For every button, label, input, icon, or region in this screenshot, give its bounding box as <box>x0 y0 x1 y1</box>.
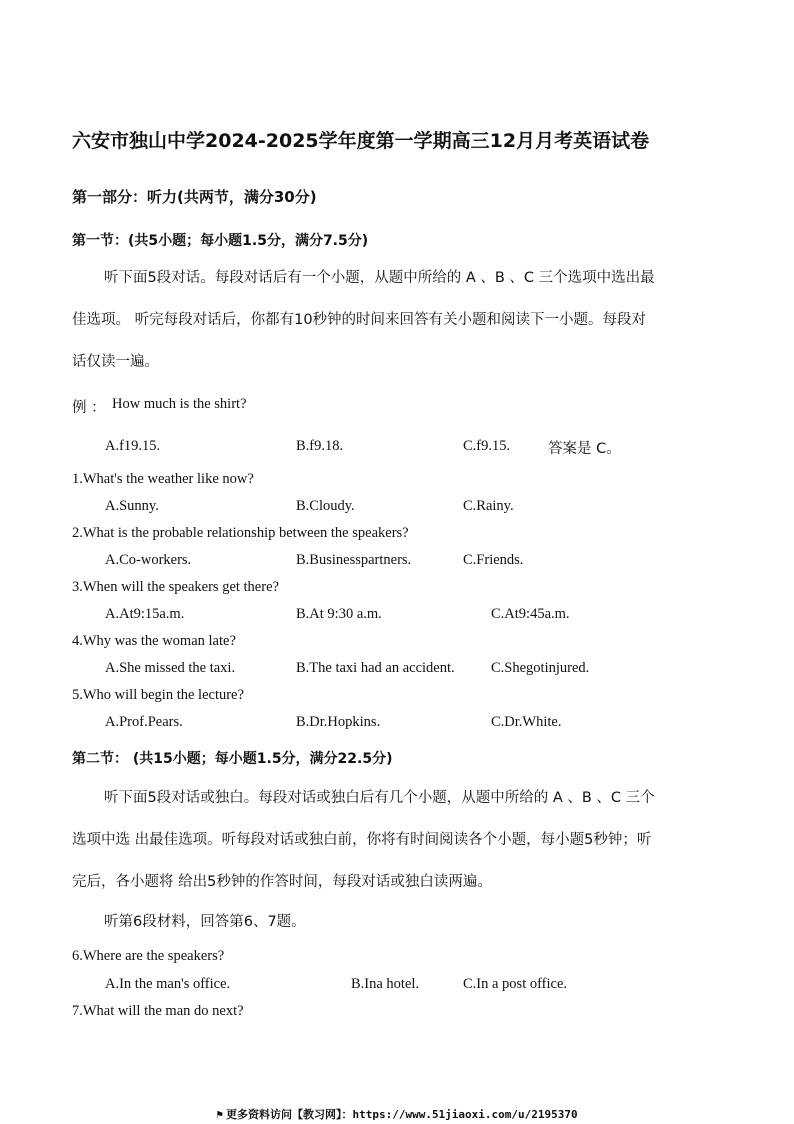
page-title: 六安市独山中学2024-2025学年度第一学期高三12月月考英语试卷 <box>72 130 650 152</box>
q6-option-c: C.In a post office. <box>463 976 568 992</box>
q5-option-c: C.Dr.White. <box>491 714 562 730</box>
instruction-line: 听下面5段对话。每段对话后有一个小题，从题中所给的 A 、B 、C 三个选项中选出最 <box>104 270 655 286</box>
example-question: How much is the shirt? <box>112 396 247 412</box>
q2-option-c: C.Friends. <box>463 552 524 568</box>
q4-option-c: C.Shegotinjured. <box>491 660 590 676</box>
example-answer: 答案是 C。 <box>548 441 621 457</box>
q5-option-a: A.Prof.Pears. <box>105 714 183 730</box>
material-note: 听第6段材料，回答第6、7题。 <box>104 914 306 930</box>
flag-icon: ⚑ <box>216 1108 223 1121</box>
instruction-line: 话仅读一遍。 <box>72 354 159 370</box>
q6-option-a: A.In the man's office. <box>105 976 231 992</box>
question-7: 7.What will the man do next? <box>72 1003 244 1019</box>
example-option-a: A.f19.15. <box>105 438 161 454</box>
q3-option-b: B.At 9:30 a.m. <box>296 606 382 622</box>
part1-heading: 第一部分：听力(共两节，满分30分) <box>72 188 317 206</box>
q6-option-b: B.Ina hotel. <box>351 976 420 992</box>
section1-heading: 第一节：(共5小题；每小题1.5分，满分7.5分) <box>72 233 369 249</box>
question-2: 2.What is the probable relationship between the speakers? <box>72 525 409 541</box>
q5-option-b: B.Dr.Hopkins. <box>296 714 381 730</box>
material-note-wrap <box>72 901 724 943</box>
section2-heading: 第二节： (共15小题；每小题1.5分，满分22.5分) <box>72 751 393 767</box>
q1-option-a: A.Sunny. <box>105 498 159 514</box>
example-option-b: B.f9.18. <box>296 438 344 454</box>
question-6: 6.Where are the speakers? <box>72 948 225 964</box>
q3-option-c: C.At9:45a.m. <box>491 606 570 622</box>
question-3: 3.When will the speakers get there? <box>72 579 279 595</box>
instruction-line: 佳选项。 听完每段对话后，你都有10秒钟的时间来回答有关小题和阅读下一小题。每段对 <box>72 312 647 328</box>
instruction-line: 选项中选 出最佳选项。听每段对话或独白前，你将有时间阅读各个小题，每小题5秒钟；听 <box>72 832 652 848</box>
question-5: 5.Who will begin the lecture? <box>72 687 244 703</box>
instruction-line: 完后，各小题将 给出5秒钟的作答时间，每段对话或独白读两遍。 <box>72 874 492 890</box>
section2-instructions <box>72 777 724 903</box>
footer-text[interactable]: 更多资料访问【教习网】：https://www.51jiaoxi.com/u/2195370 <box>225 1108 578 1121</box>
instruction-line: 听下面5段对话或独白。每段对话或独白后有几个小题，从题中所给的 A 、B 、C 三个 <box>104 790 655 806</box>
footer-link[interactable] <box>0 1106 794 1122</box>
q4-option-a: A.She missed the taxi. <box>105 660 236 676</box>
q2-option-b: B.Businesspartners. <box>296 552 412 568</box>
q1-option-c: C.Rainy. <box>463 498 514 514</box>
question-4: 4.Why was the woman late? <box>72 633 236 649</box>
section1-instructions <box>72 257 724 383</box>
q3-option-a: A.At9:15a.m. <box>105 606 185 622</box>
example-prefix: 例 ： <box>72 400 106 416</box>
q1-option-b: B.Cloudy. <box>296 498 355 514</box>
question-1: 1.What's the weather like now? <box>72 471 254 487</box>
q2-option-a: A.Co-workers. <box>105 552 192 568</box>
q4-option-b: B.The taxi had an accident. <box>296 660 455 676</box>
example-option-c: C.f9.15. <box>463 438 511 454</box>
